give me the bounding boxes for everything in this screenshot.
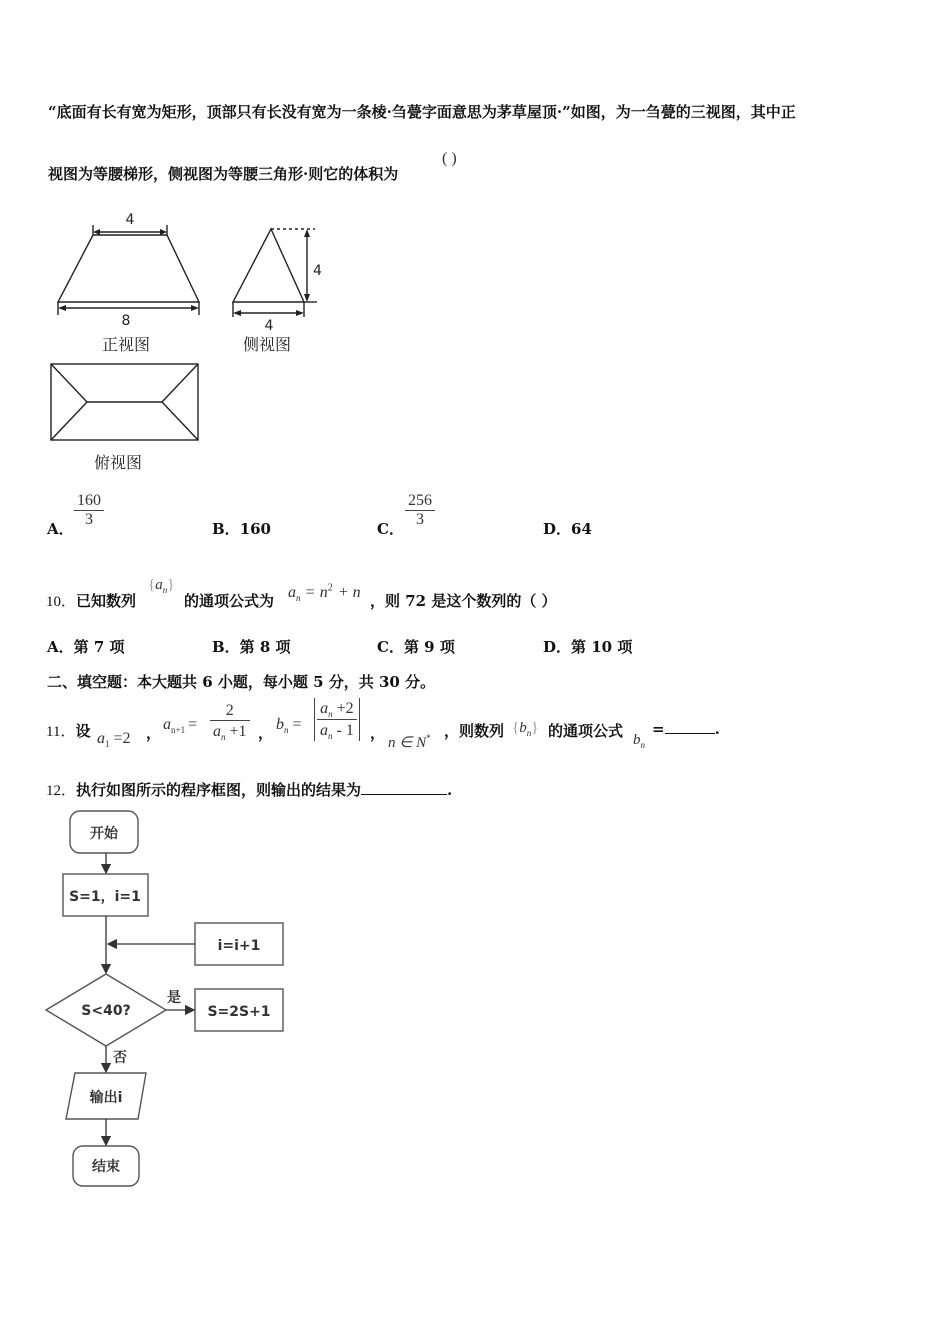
top-view-caption: 俯视图	[93, 453, 143, 472]
front-view-figure	[50, 205, 210, 360]
q10-option-b: B．第 8 项	[212, 638, 291, 656]
q9-option-c-fraction: $\frac{256}{3}$	[405, 492, 435, 529]
flow-output-label: 输出i	[89, 1090, 123, 1106]
q10-option-a: A．第 7 项	[47, 638, 125, 656]
q11-text2: ，则数列	[444, 722, 505, 740]
q10-formula: $a_n = n^2 + n$	[288, 582, 361, 604]
flow-yes-label: 是	[167, 990, 181, 1006]
q10-sequence-symbol: $\{a_n\}$	[148, 577, 175, 595]
flow-assign-label: S=2S+1	[207, 1004, 271, 1020]
q11-answer-blank[interactable]	[665, 733, 715, 734]
q11-recurrence-lhs: $a_{n+1}$ =	[163, 716, 198, 736]
front-view-trapezoid	[58, 235, 199, 302]
side-height-label: 4	[313, 263, 322, 279]
flow-condition-label: S<40?	[81, 1003, 131, 1019]
q9-option-a-fraction: $\frac{160}{3}$	[74, 492, 104, 529]
q9-option-a-label: A．	[47, 520, 74, 538]
q11-a1: $a_1 =2$	[97, 730, 131, 750]
flow-end-label: 结束	[92, 1159, 120, 1175]
front-bottom-label: 8	[121, 313, 131, 329]
q11-number: 11．设	[46, 722, 91, 740]
q11-comma-2: ，	[258, 724, 274, 742]
front-view-caption: 正视图	[101, 335, 151, 354]
side-bottom-label: 4	[264, 318, 274, 334]
flow-init-label: S=1，i=1	[69, 889, 141, 905]
program-flowchart	[40, 805, 300, 1195]
q11-answer: = .	[652, 720, 720, 738]
q10-stem: 10．已知数列	[46, 592, 137, 610]
q9-line2: 视图为等腰梯形，侧视图为等腰三角形·则它的体积为	[48, 165, 399, 183]
q11-bn-lhs: $b_n$ =	[276, 716, 302, 736]
q12-answer-blank[interactable]	[361, 794, 447, 795]
q11-bn-answer: $b_n$	[633, 732, 645, 750]
front-top-label: 4	[125, 212, 135, 228]
q11-abs-fraction: $\frac{a_n +2}{a_n - 1}$	[314, 698, 360, 741]
q10-text2: 的通项公式为	[184, 592, 275, 610]
q11-recurrence-fraction: $\frac{2}{a_n +1}$	[210, 702, 250, 742]
side-view-caption: 侧视图	[242, 335, 292, 354]
flow-increment-label: i=i+1	[217, 938, 261, 954]
q11-comma-3: ，	[370, 724, 386, 742]
q11-text3: 的通项公式	[548, 722, 624, 740]
flow-start-label: 开始	[90, 826, 118, 842]
q12-stem: 12．执行如图所示的程序框图，则输出的结果为 .	[46, 781, 453, 799]
q9-line1: “底面有长有宽为矩形，顶部只有长没有宽为一条棱·刍甍字面意思为茅草屋顶·”如图，为一刍甍的三视图，其中正	[48, 103, 796, 121]
side-view-triangle	[233, 229, 304, 302]
q9-option-d: D．64	[543, 520, 592, 538]
q11-seq-b: $\{b_n\}$	[512, 720, 539, 738]
q9-option-c-label: C．	[377, 520, 404, 538]
q9-paren: ( )	[442, 150, 457, 167]
q11-comma-1: ，	[146, 724, 162, 742]
q11-n-condition: n ∈ N*	[388, 733, 431, 751]
section-2-heading: 二、填空题：本大题共 6 小题，每小题 5 分，共 30 分。	[47, 673, 436, 691]
top-view-figure	[45, 360, 210, 480]
q10-text3: ，则 72 是这个数列的（ ）	[370, 592, 557, 610]
q9-option-b: B．160	[212, 520, 271, 538]
q10-option-c: C．第 9 项	[377, 638, 455, 656]
flow-no-label: 否	[113, 1050, 127, 1066]
side-view-figure	[225, 215, 335, 360]
q10-option-d: D．第 10 项	[543, 638, 633, 656]
